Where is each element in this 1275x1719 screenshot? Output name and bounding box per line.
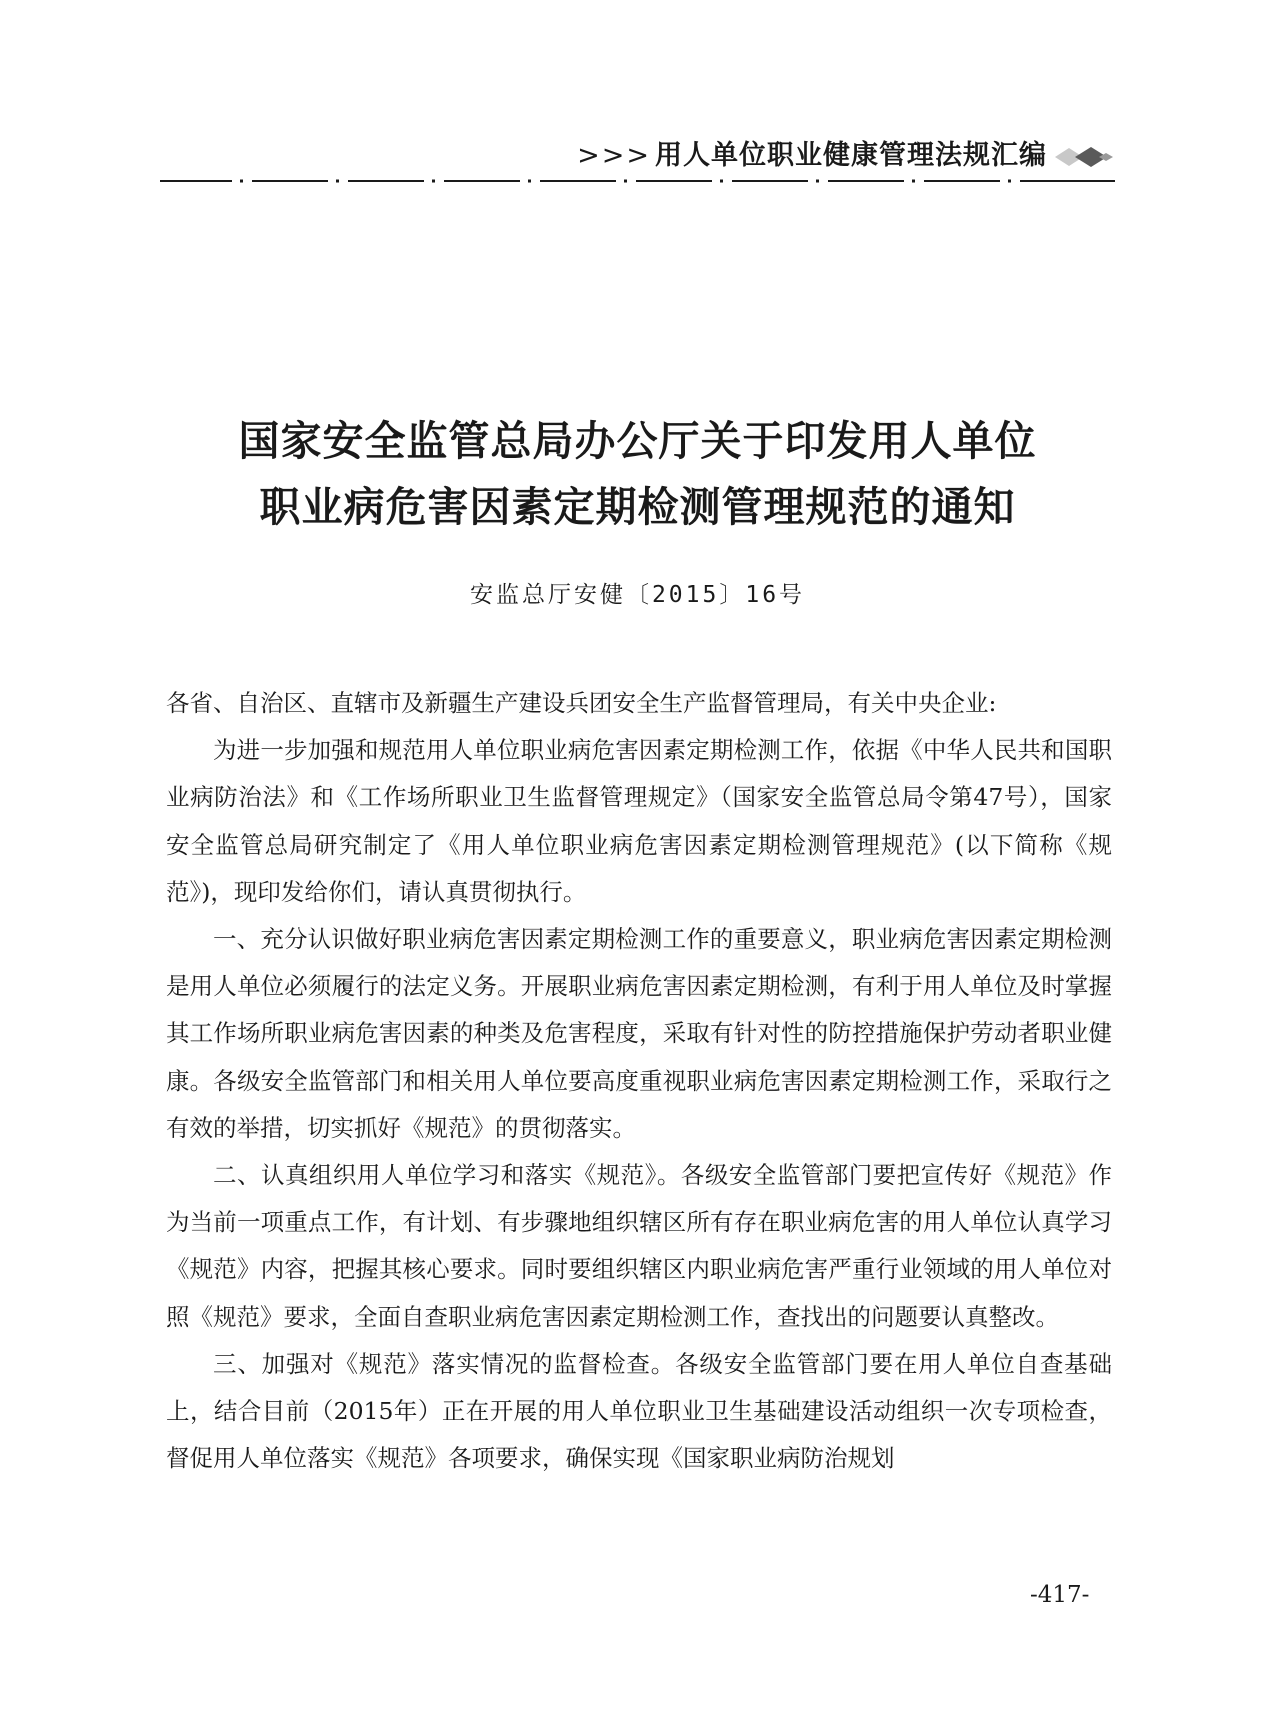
document-title: [160, 408, 1115, 540]
paragraph: 二、认真组织用人单位学习和落实《规范》。各级安全监管部门要把宣传好《规范》作为当前一项重点工作，有计划、有步骤地组织辖区所有存在职业病危害的用人单位认真学习《规范》内容，把握其核心要求。同时要组织辖区内职业病危害严重行业领域的用人单位对照《规范》要求，全面自查职业病危害因素定期检测工作，查找出的问题要认真整改。: [166, 1161, 1112, 1331]
salutation: 各省、自治区、直辖市及新疆生产建设兵团安全生产监督管理局，有关中央企业:: [166, 689, 997, 717]
title-line-1: 国家安全监管总局办公厅关于印发用人单位: [238, 417, 1037, 465]
header-rule: [160, 178, 1115, 184]
title-line-2: 职业病危害因素定期检测管理规范的通知: [259, 483, 1016, 531]
double-diamond-icon: [1053, 145, 1115, 169]
paragraph: 为进一步加强和规范用人单位职业病危害因素定期检测工作，依据《中华人民共和国职业病防治法》和《工作场所职业卫生监督管理规定》（国家安全监管总局令第47号），国家安全监管总局研究制定了《用人单位职业病危害因素定期检测管理规范》(以下简称《规范》)，现印发给你们，请认真贯彻执行。: [166, 736, 1112, 906]
paragraph: 三、加强对《规范》落实情况的监督检查。各级安全监管部门要在用人单位自查基础上，结合目前（2015年）正在开展的用人单位职业卫生基础建设活动组织一次专项检查，督促用人单位落实《规范》各项要求，确保实现《国家职业病防治规划: [166, 1349, 1112, 1473]
document-number: 安监总厅安健〔2015〕16号: [469, 582, 806, 608]
header-arrows: >>>: [577, 140, 651, 171]
paragraph: 一、充分认识做好职业病危害因素定期检测工作的重要意义，职业病危害因素定期检测是用人单位必须履行的法定义务。开展职业病危害因素定期检测，有利于用人单位及时掌握其工作场所职业病危害因素的种类及危害程度，采取有针对性的防控措施保护劳动者职业健康。各级安全监管部门和相关用人单位要高度重视职业病危害因素定期检测工作，采取行之有效的举措，切实抓好《规范》的贯彻落实。: [166, 925, 1112, 1142]
book-title: 用人单位职业健康管理法规汇编: [655, 140, 1047, 171]
running-header: [160, 138, 1115, 174]
page-number: -417-: [1030, 1582, 1090, 1608]
document-body: [166, 680, 1112, 1482]
